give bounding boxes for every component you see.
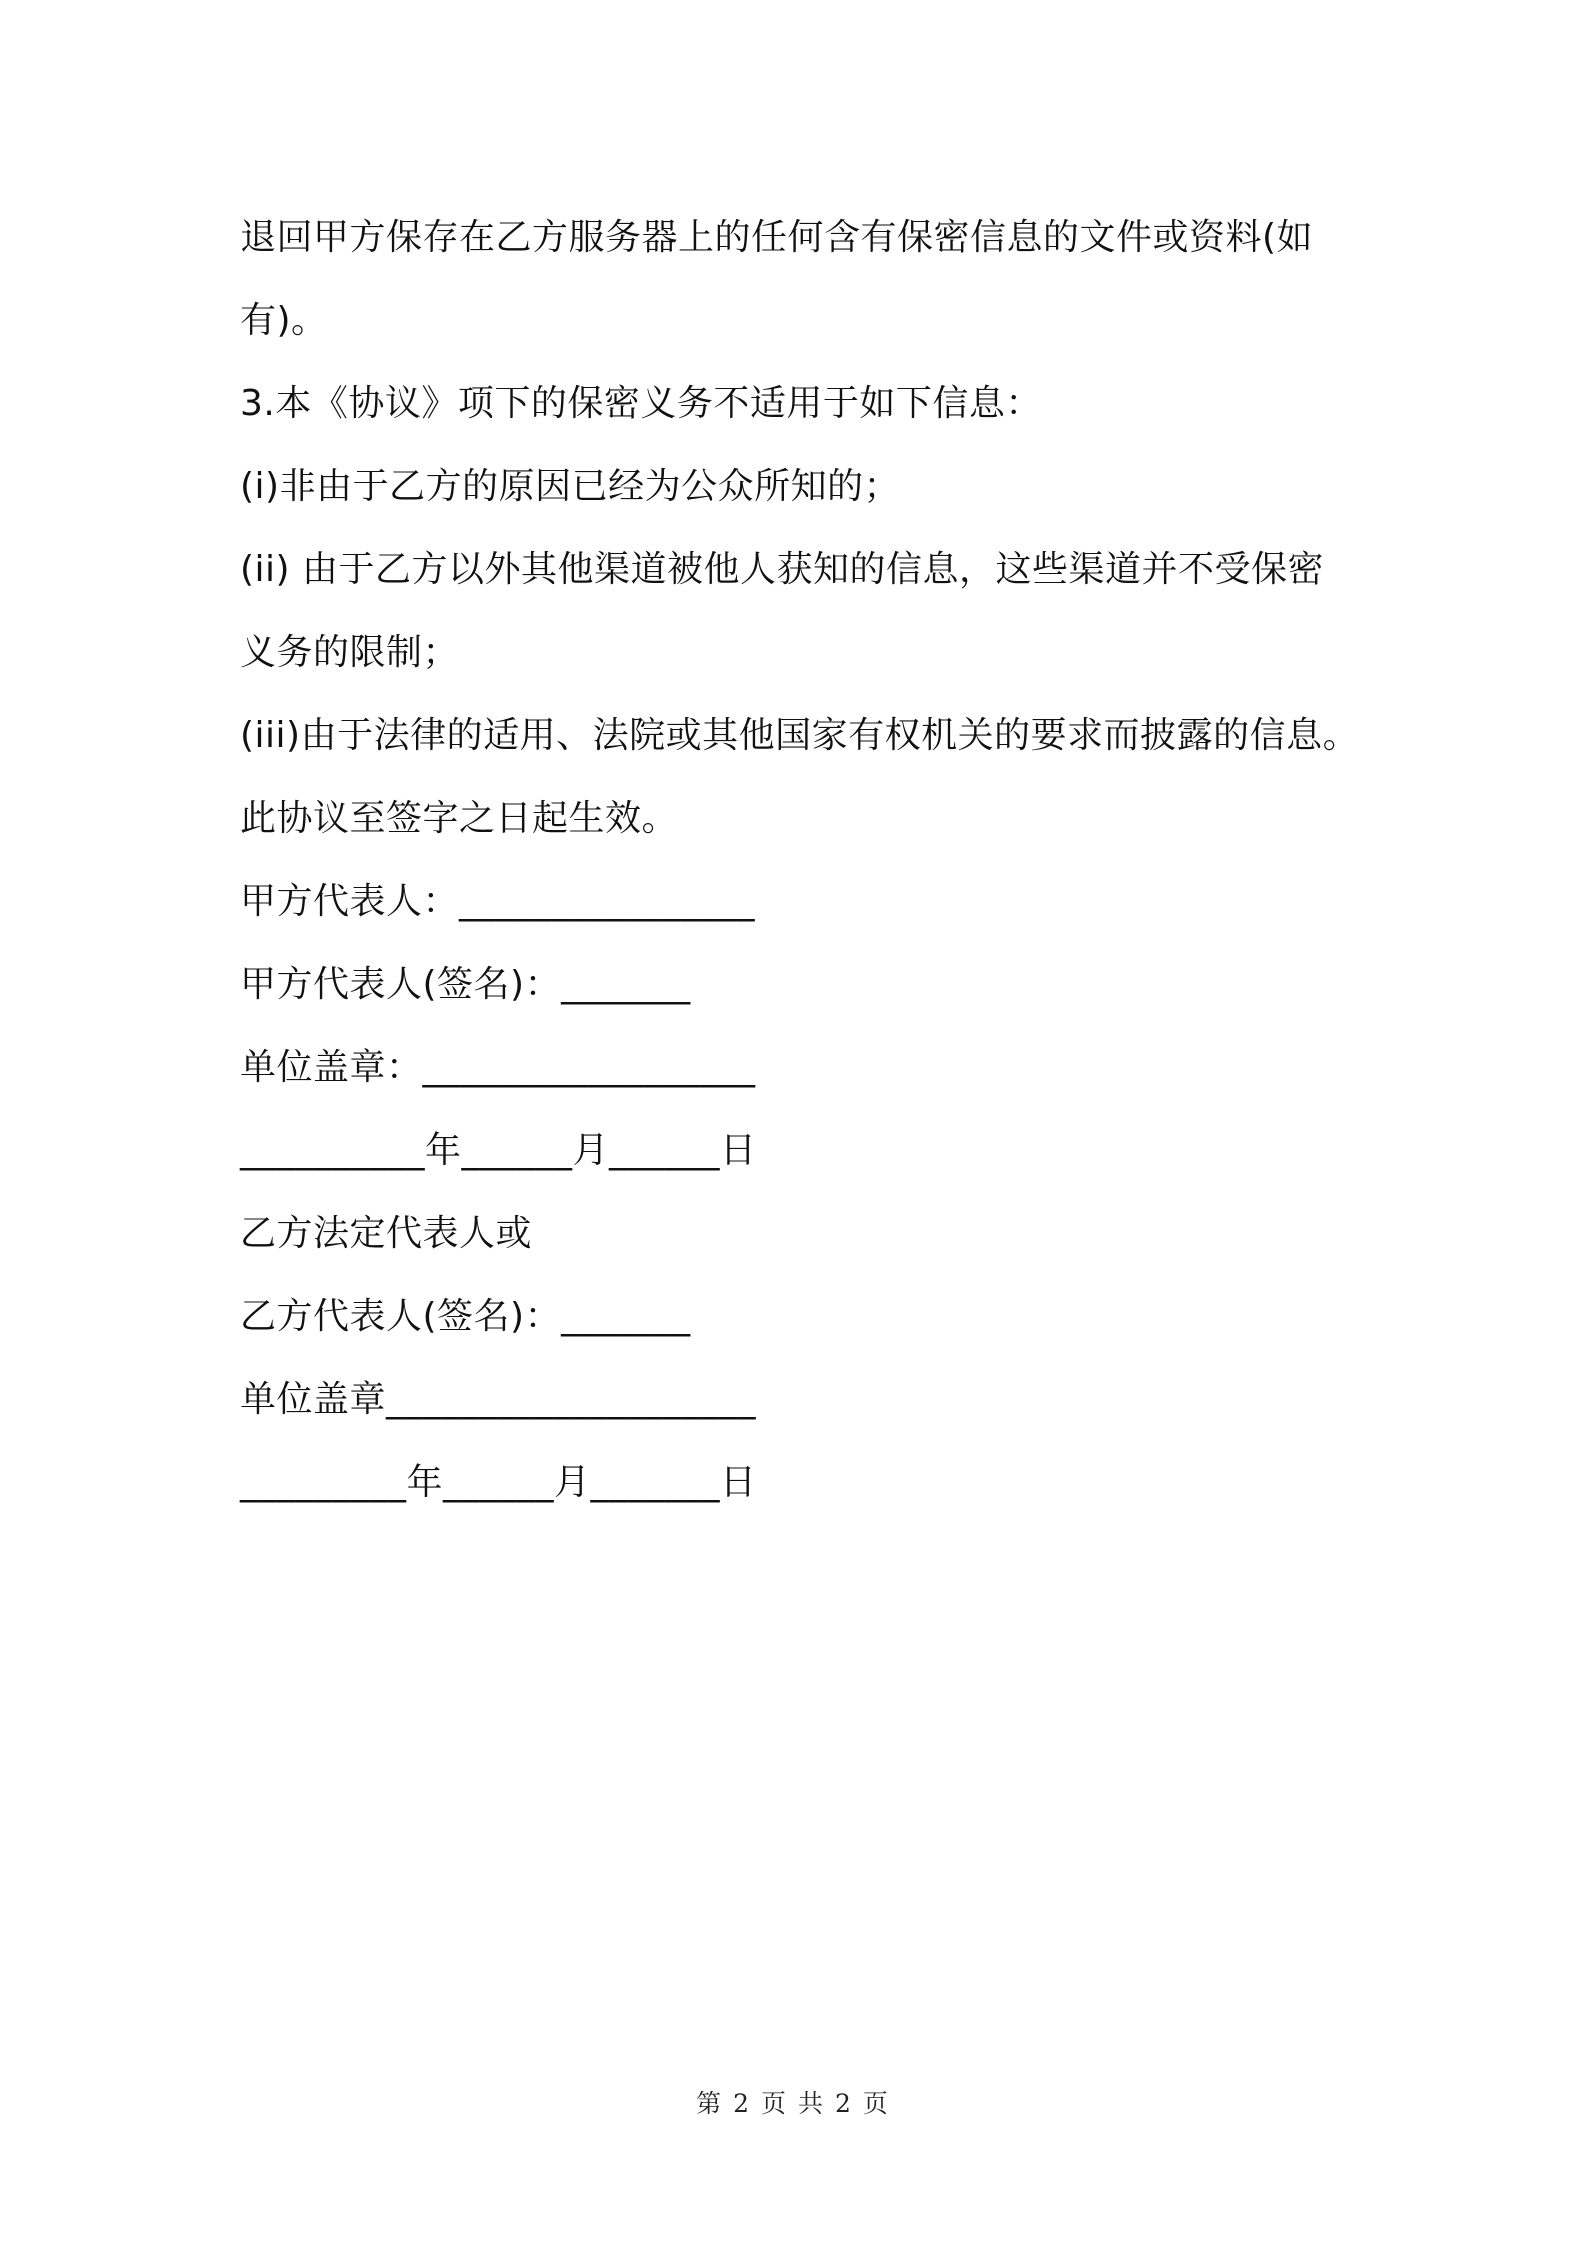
party-b-date-field: _________年______月_______日 [240,1462,757,1503]
footer-prefix: 第 [696,2089,724,2118]
exception-iii: (iii)由于法律的适用、法院或其他国家有权机关的要求而披露的信息。 [240,715,1360,756]
exception-ii: (ii) 由于乙方以外其他渠道被他人获知的信息，这些渠道并不受保密 [240,549,1325,590]
party-a-signature-field: 甲方代表人(签名)：_______ [240,964,691,1005]
page-footer [0,2088,1586,2120]
party-a-representative-field: 甲方代表人：________________ [240,881,756,922]
document-body [240,196,1380,1524]
party-a-date-field: __________年______月______日 [240,1130,757,1171]
party-b-legal-representative: 乙方法定代表人或 [240,1213,533,1254]
effective-clause: 此协议至签字之日起生效。 [240,798,679,839]
party-b-seal-field: 单位盖章____________________ [240,1379,757,1420]
footer-current-page: 2 [733,2089,752,2118]
party-a-seal-field: 单位盖章：__________________ [240,1047,756,1088]
clause-3-heading: 3.本《协议》项下的保密义务不适用于如下信息： [240,383,1042,424]
text-line-if-any: 有)。 [240,300,328,341]
text-line-return-files: 退回甲方保存在乙方服务器上的任何含有保密信息的文件或资料(如 [240,217,1314,258]
footer-suffix: 页 [862,2089,890,2118]
exception-ii-continued: 义务的限制； [240,632,460,673]
exception-i: (i)非由于乙方的原因已经为公众所知的； [240,466,901,507]
footer-total-pages: 2 [834,2089,853,2118]
party-b-signature-field: 乙方代表人(签名)：_______ [240,1296,691,1337]
footer-middle: 页 共 [761,2089,825,2118]
